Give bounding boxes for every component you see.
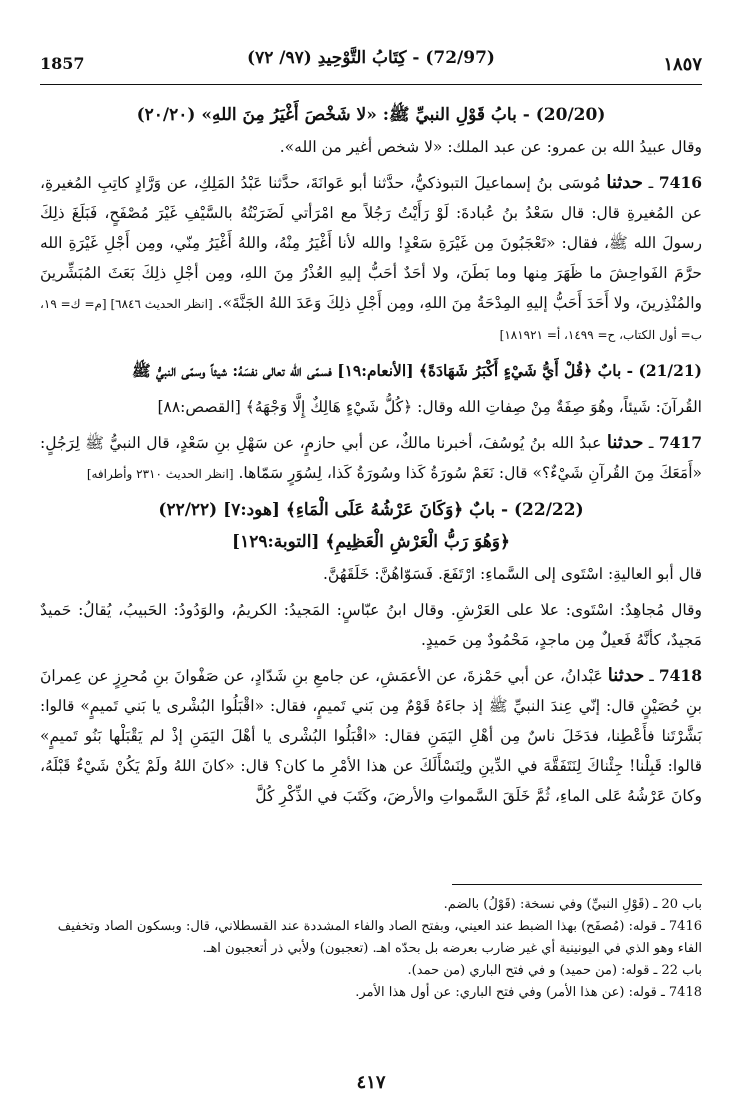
chapter-heading-20: (20/20) - بابُ قَوْلِ النبيِّ ﷺ: «لا شَخْصَ أَغْيَرُ مِنَ اللهِ» (٢٠/٢٠) xyxy=(136,105,606,125)
hadith-reference: [انظر الحديث ٢٣١٠ وأطرافه] xyxy=(86,467,234,481)
chapter-21-continuation: القُرآنَ: شَيئاً، وهُوَ صِفَةٌ مِنْ صِفاتِ الله وقال: ﴿كُلُّ شَيْءٍ هَالِكٌ إِلَّا وَجْهَهُ﴾ [القصص:٨٨] xyxy=(157,398,702,416)
footnote: باب 20 ـ (قَوْلِ النبيِّ) وفي نسخة: (قَوْلُ) بالضم. xyxy=(443,897,702,912)
chapter-heading-21: (21/21) - بابٌ ﴿قُلْ أَيُّ شَيْءٍ أَكْبَرُ شَهَادَةً﴾ [الأنعام:١٩] فسمّى الله تعالى نفسَهُ: شيئاً وسمّى النبيُّ ﷺ xyxy=(131,361,702,380)
hadith-7416: 7416 ـ حدثنا مُوسَى بنُ إسماعيلَ التبوذكيُّ، حدَّثنا أبو عَوانَةَ، حدَّثنا عَبْدُ المَلِكِ، عن وَرَّادٍ كاتِبِ المُغيرةِ، عن المُغيرةِ قال: قال سَعْدُ بنُ عُبادةَ: لَوْ رَأَيْتُ رَجُلاً مع امْرَأتي لَضَرَبْتُهُ بالسَّيْفِ غَيْرَ مُصْفَحٍ، فَبَلَغَ ذلِكَ رسولَ الله ﷺ، فقال: «تَعْجَبُونَ مِن غَيْرَةِ سَعْدٍ! والله لأنا أَغْيَرُ مِنْهُ، واللهُ أَغْيَرُ مِنّي، ومِن أَجْلِ غَيْرَةِ الله حرَّمَ الفَواحِشَ ما ظَهَرَ مِنها وما بَطَنَ، ولا أحَدٌ أحَبُّ إليهِ العُذْرُ مِنَ اللهِ، ومِن أجْلِ ذلِكَ بَعَثَ المُبَشِّرينَ والمُنْذِرينَ، ولا أَحَدَ أَحَبُّ إليهِ المِدْحَةُ مِنَ اللهِ، ومِن أَجْلِ ذلِكَ وَعَدَ اللهُ الجَنَّةَ». [انظر الحديث ٦٨٤٦] [م= ك= ١٩، ب= أول الكتاب، ح= ١٤٩٩، أ= ١٨١٩٢١] xyxy=(40,172,703,342)
hadith-reference: [انظر الحديث ٦٨٤٦] [م= ك= ١٩، ب= أول الكتاب، ح= ١٤٩٩، أ= ١٨١٩٢١] xyxy=(40,297,702,342)
haddathana-label: حدثنا xyxy=(606,172,643,193)
hadith-number: 7418 xyxy=(658,666,702,685)
running-header xyxy=(40,48,702,82)
paragraph-abu-aliya: قال أبو العاليةِ: اسْتَوى إلى السَّماءِ: ارْتَفَعَ. فَسَوّاهُنَّ: خَلَقَهُنَّ. xyxy=(322,565,702,583)
hadith-7417: 7417 ـ حدثنا عبدُ الله بنُ يُوسُفَ، أخبرنا مالكٌ، عن أبي حازمٍ، عن سَهْلِ بنِ سَعْدٍ، قال النبيُّ ﷺ لِرَجُلٍ: «أَمَعَكَ مِنَ القُرآنِ شَيْءٌ؟» قال: نَعَمْ سُورَةُ كَذا وسُورَةُ كَذا، لِسُوَرٍ سَمّاها. [انظر الحديث ٢٣١٠ وأطرافه] xyxy=(40,432,703,482)
page-number-latin: 1857 xyxy=(40,54,85,73)
footnote: 7418 ـ قوله: (عن هذا الأمر) وفي فتح الباري: عن أول هذا الأمر. xyxy=(355,985,702,1000)
hadith-number: 7416 xyxy=(658,173,703,192)
main-text xyxy=(40,98,702,817)
footnote: باب 22 ـ قوله: (من حميد) و في فتح الباري (من حمد). xyxy=(407,963,702,978)
paragraph-ubaidullah: وقال عبيدُ الله بن عمرو: عن عبد الملك: «لا شخص أغير من الله». xyxy=(279,138,702,156)
footnote: 7416 ـ قوله: (مُصفَح) بهذا الضبط عند العيني، وبفتح الصاد والفاء المشددة عند القسطلاني، قال: وبسكون الصاد وتخفيف الفاء وهو الذي في اليونينية أي غير ضارب بعرضه بل بحدّه اهـ. (تعجبون) ولأبي ذر أتعجبون اهـ. xyxy=(57,919,702,956)
footnotes xyxy=(40,894,702,1004)
haddathana-label: حدثنا xyxy=(606,432,644,453)
haddathana-label: حدثنا xyxy=(607,665,645,686)
chapter-heading-22: (22/22) - بابٌ ﴿وَكَانَ عَرْشُهُ عَلَى الْمَاءِ﴾ [هود:٧] (٢٢/٢٢) xyxy=(158,500,584,520)
hadith-text: مُوسَى بنُ إسماعيلَ التبوذكيُّ، حدَّثنا أبو عَوانَةَ، حدَّثنا عَبْدُ المَلِكِ، عن وَرَّادٍ كاتِبِ المُغيرةِ، عن المُغيرةِ قال: قال سَعْدُ بنُ عُبادةَ: لَوْ رَأَيْتُ رَجُلاً مع امْرَأتي لَضَرَبْتُهُ بالسَّيْفِ غَيْرَ مُصْفَحٍ، فَبَلَغَ ذلِكَ رسولَ الله ﷺ، فقال: «تَعْجَبُونَ مِن غَيْرَةِ سَعْدٍ! والله لأنا أَغْيَرُ مِنْهُ، واللهُ أَغْيَرُ مِنّي، ومِن أَجْلِ غَيْرَةِ الله حرَّمَ الفَواحِشَ ما ظَهَرَ مِنها وما بَطَنَ، ولا أحَدٌ أحَبُّ إليهِ العُذْرُ مِنَ اللهِ، ومِن أجْلِ ذلِكَ بَعَثَ المُبَشِّرينَ والمُنْذِرينَ، ولا أَحَدَ أَحَبُّ إليهِ المِدْحَةُ مِنَ اللهِ، ومِن أَجْلِ ذلِكَ وَعَدَ اللهُ الجَنَّةَ». xyxy=(40,174,702,312)
page-number-bottom: ٤١٧ xyxy=(356,1072,386,1093)
hadith-number: 7417 xyxy=(658,433,703,452)
hadith-text: عبدُ الله بنُ يُوسُفَ، أخبرنا مالكٌ، عن أبي حازمٍ، عن سَهْلِ بنِ سَعْدٍ، قال النبيُّ ﷺ لِرَجُلٍ: «أَمَعَكَ مِنَ القُرآنِ شَيْءٌ؟» قال: نَعَمْ سُورَةُ كَذا وسُورَةُ كَذا، لِسُوَرٍ سَمّاها. xyxy=(40,434,702,482)
chapter-22-verse: ﴿وَهُوَ رَبُّ الْعَرْشِ الْعَظِيمِ﴾ [التوبة:١٢٩] xyxy=(232,532,510,552)
hadith-7418: 7418 ـ حدثنا عَبْدانُ، عن أبي حَمْزةَ، عن الأعمَشِ، عن جامعِ بنِ شَدّادٍ، عن صَفْوانَ بنِ مُحرِزٍ عن عِمرانَ بنِ حُصَيْنٍ قال: إنّي عِندَ النبيِّ ﷺ إذ جاءَهُ قَوْمٌ مِن بَني تَميمٍ، فقال: «اقْبَلُوا البُشْرى يا بَني تَميمٍ» قالوا: بَشَّرْتَنا فأَعْطِنا، فدَخَلَ ناسٌ مِن أهْلِ اليَمَنِ فقال: «اقْبَلُوا البُشْرى يا أهْلَ اليَمَنِ إذْ لم يَقْبَلْها بَنُو تَميمٍ» قالوا: قَبِلْنا! جِئْناكَ لِنَتَفَقَّهَ في الدِّينِ ولِنَسْأَلَكَ عن هذا الأمْرِ ما كان؟ قال: «كانَ اللهُ ولَمْ يَكُنْ شَيْءٌ قَبْلَهُ، وكانَ عَرْشُهُ عَلى الماءِ، ثُمَّ خَلَقَ السَّمواتِ والأرضَ، وكَتَبَ في الذِّكْرِ كُلَّ xyxy=(40,665,702,805)
paragraph-mujahid: وقال مُجاهِدٌ: اسْتَوى: علا على العَرْشِ. وقال ابنُ عبّاسٍ: المَجيدُ: الكريمُ، والوَدُودُ: الحَبيبُ، يُقالُ: حَميدٌ مَجيدٌ، كأنَّهُ فَعيلٌ مِن ماجدٍ، مَحْمُودٌ مِن حَميدٍ. xyxy=(40,601,702,649)
page-number-arabic: ١٨٥٧ xyxy=(663,54,702,75)
hadith-text: عَبْدانُ، عن أبي حَمْزةَ، عن الأعمَشِ، عن جامعِ بنِ شَدّادٍ، عن صَفْوانَ بنِ مُحرِزٍ عن عِمرانَ بنِ حُصَيْنٍ قال: إنّي عِندَ النبيِّ ﷺ إذ جاءَهُ قَوْمٌ مِن بَني تَميمٍ، فقال: «اقْبَلُوا البُشْرى يا بَني تَميمٍ» قالوا: بَشَّرْتَنا فأَعْطِنا، فدَخَلَ ناسٌ مِن أهْلِ اليَمَنِ فقال: «اقْبَلُوا البُشْرى يا أهْلَ اليَمَنِ إذْ لم يَقْبَلْها بَنُو تَميمٍ» قالوا: قَبِلْنا! جِئْناكَ لِنَتَفَقَّهَ في الدِّينِ ولِنَسْأَلَكَ عن هذا الأمْرِ ما كان؟ قال: «كانَ اللهُ ولَمْ يَكُنْ شَيْءٌ قَبْلَهُ، وكانَ عَرْشُهُ عَلى الماءِ، ثُمَّ خَلَقَ السَّمواتِ والأرضَ، وكَتَبَ في الذِّكْرِ كُلَّ xyxy=(40,667,702,805)
header-rule xyxy=(40,84,702,85)
running-title: (72/97) - كِتَابُ التَّوْحِيدِ (٩٧/ ٧٢) xyxy=(247,48,495,68)
footnote-rule xyxy=(452,884,702,885)
